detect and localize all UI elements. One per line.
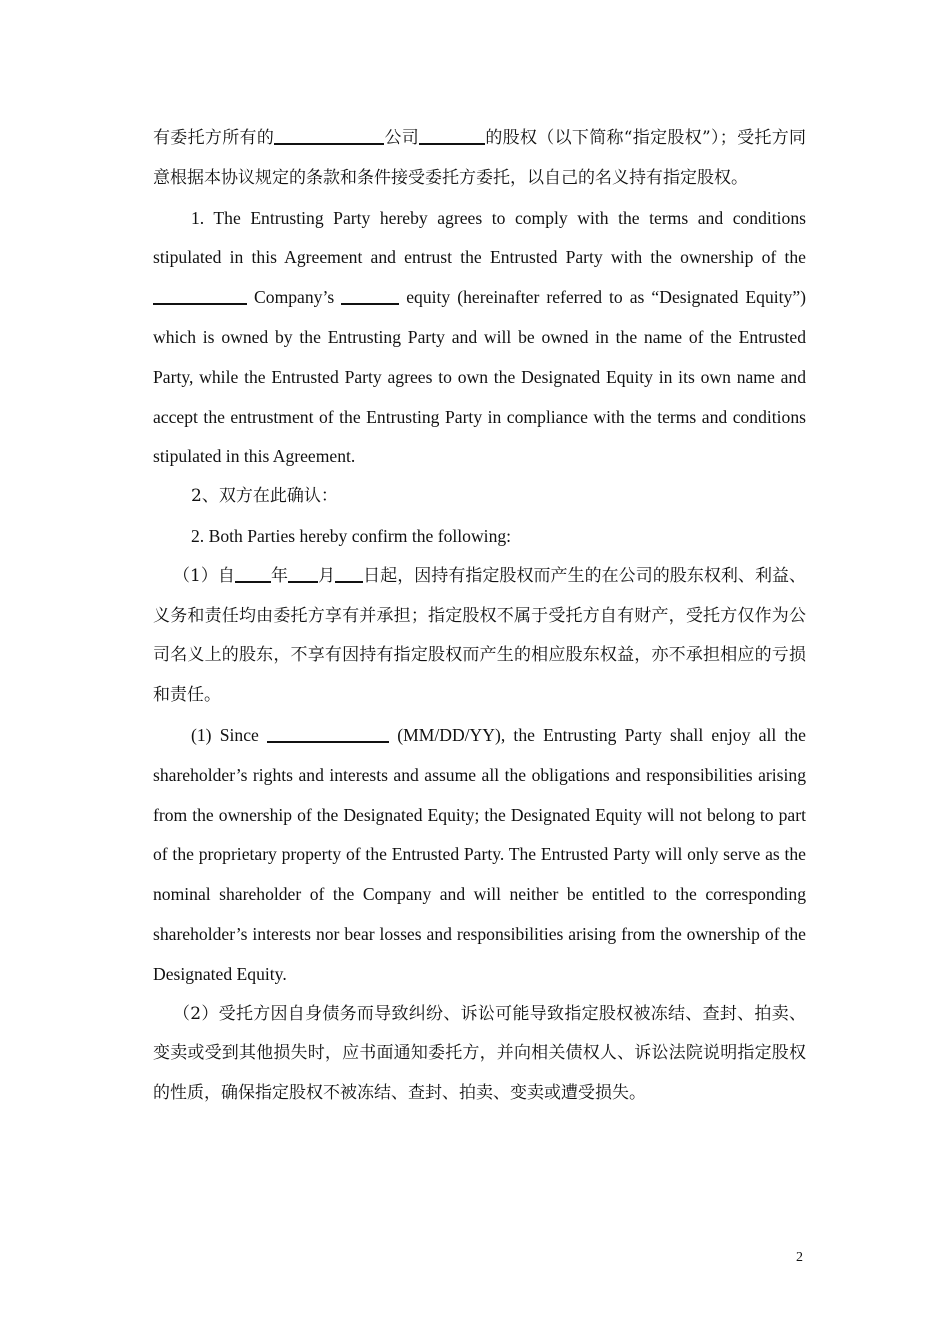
paragraph-en-2-1 [153,716,806,995]
paragraph-en-2: 2. Both Parties hereby confirm the following: [191,525,512,546]
document-page [153,119,806,1114]
text-segment: (MM/DD/YY), the Entrusting Party shall enjoy all the shareholder’s rights and interests and assume all the obligations and responsibilities arising from the ownership of the Designated Equity; the Designated Equity will not belong to part of the proprietary property of the Entrusted Party. The Entrusted Party will only serve as the nominal shareholder of the Company and will neither be entitled to the corresponding shareholder’s interests nor bear losses and responsibilities arising from the ownership of the Designated Equity. [153,724,806,984]
text-segment: 公司 [384,128,420,148]
text-segment: 日起，因持有指定股权而产生的在公司的股东权利、利益、义务和责任均由委托方享有并承担；指定股权不属于受托方自有财产，受托方仅作为公司名义上的股东，不享有因持有指定股权而产生的相应股东权益，亦不承担相应的亏损和责任。 [153,565,807,706]
text-segment: equity (hereinafter referred to as “Designated Equity”) which is owned by the Entrusting Party and will be owned in the name of the Entrusted Party, while the Entrusted Party agrees to own the Designated Equity in its own name and accept the entrustment of the Entrusting Party in compliance with the terms and conditions stipulated in this Agreement. [153,287,806,467]
blank-company-name[interactable] [274,125,384,145]
text-segment: 年 [270,565,289,586]
paragraph-cn-2: 2、双方在此确认： [191,486,338,507]
blank-company-name[interactable] [153,285,247,305]
paragraph-cn-2-2: （2）受托方因自身债务而导致纠纷、诉讼可能导致指定股权被冻结、查封、拍卖、变卖或受到其他损失时，应书面通知委托方，并向相关债权人、诉讼法院说明指定股权的性质，确保指定股权不被冻结、查封、拍卖、变卖或遭受损失。 [153,1003,806,1104]
blank-year[interactable] [235,563,271,583]
text-segment: Company’s [247,287,342,308]
blank-day[interactable] [335,563,363,583]
paragraph-cn-intro [153,119,806,199]
page-number: 2 [796,1250,803,1265]
text-segment: (1) Since [191,724,268,745]
text-segment: 月 [318,565,336,586]
text-segment: 的股权（以下简称“指定股权”）；受托方同意根据本协议规定的条款和条件接受委托方委托，以自己的名义持有指定股权。 [153,128,807,188]
paragraph-en-1 [153,199,806,478]
text-segment: （1）自 [173,565,235,586]
blank-equity-percentage[interactable] [341,285,399,305]
blank-month[interactable] [288,563,318,583]
paragraph-cn-2-1 [153,557,806,716]
blank-equity-percentage[interactable] [419,125,485,145]
text-segment: 有委托方所有的 [153,128,275,148]
blank-date[interactable] [267,723,389,743]
text-segment: 1. The Entrusting Party hereby agrees to comply with the terms and conditions stipulated in this Agreement and entrust the Entrusted Party with the ownership of the [153,207,806,268]
